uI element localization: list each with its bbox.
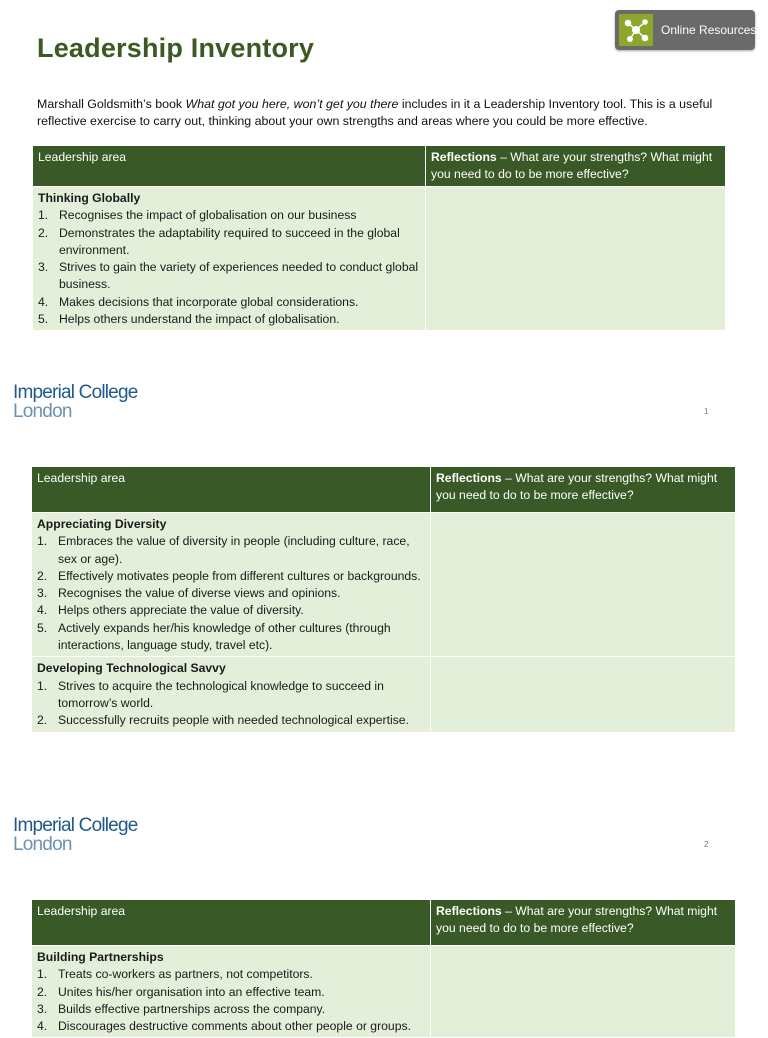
list-item: 3. Recognises the value of diverse views and opinions. xyxy=(37,586,341,601)
table-header-row xyxy=(33,146,726,187)
leadership-table-page-3 xyxy=(31,899,736,1038)
list-item: 4. Makes decisions that incorporate global considerations. xyxy=(38,294,359,309)
list-item: 1. Treats co-workers as partners, not competitors. xyxy=(37,967,313,982)
network-nodes-icon xyxy=(619,14,653,46)
area-item-list xyxy=(37,966,425,1035)
leadership-area-cell xyxy=(32,513,431,657)
reflections-cell[interactable] xyxy=(426,187,726,331)
table-row xyxy=(33,187,726,331)
list-item: 5. Actively expands her/his knowledge of other cultures (through interactions, language study, travel etc). xyxy=(37,620,391,653)
reflections-cell[interactable] xyxy=(431,513,736,657)
list-item: 2. Demonstrates the adaptability required to succeed in the global environment. xyxy=(38,225,400,257)
list-item: 3. Builds effective partnerships across the company. xyxy=(37,1001,326,1016)
list-item: 5. Helps others understand the impact of globalisation. xyxy=(38,312,340,327)
list-item: 1. Recognises the impact of globalisation on our business xyxy=(38,208,357,223)
leadership-area-cell xyxy=(32,657,431,732)
list-item: 4. Helps others appreciate the value of diversity. xyxy=(37,603,304,618)
header-leadership-area: Leadership area xyxy=(32,900,431,946)
table-row xyxy=(32,657,736,732)
table-row xyxy=(32,946,736,1038)
header-reflections-bold: Reflections xyxy=(436,904,502,918)
intro-paragraph xyxy=(37,96,737,130)
leadership-table-page-1 xyxy=(32,145,726,331)
header-reflections-question: – What are your strengths? What might you need to do to be more effective? xyxy=(431,150,713,181)
list-item: 1. Embraces the value of diversity in people (including culture, race, sex or age). xyxy=(37,534,410,566)
intro-text-pre: Marshall Goldsmith’s book xyxy=(37,97,186,111)
header-reflections-question: – What are your strengths? What might you need to do to be more effective? xyxy=(436,471,718,502)
reflections-cell[interactable] xyxy=(431,946,736,1038)
header-reflections xyxy=(431,900,736,946)
table-row xyxy=(32,513,736,657)
header-reflections-question: – What are your strengths? What might you need to do to be more effective? xyxy=(436,904,718,935)
header-reflections-bold: Reflections xyxy=(436,471,502,485)
page-number: 1 xyxy=(704,407,709,416)
list-item: 1. Strives to acquire the technological knowledge to succeed in tomorrow’s world. xyxy=(37,678,384,710)
page-number: 2 xyxy=(704,840,709,849)
online-resources-label: Online Resources xyxy=(661,23,757,37)
area-title: Building Partnerships xyxy=(37,950,164,964)
leadership-table-page-2 xyxy=(31,466,736,733)
list-item: 3. Strives to gain the variety of experiences needed to conduct global business. xyxy=(38,260,419,292)
logo-line-2: London xyxy=(13,401,72,422)
list-item: 2. Effectively motivates people from different cultures or backgrounds. xyxy=(37,568,421,583)
table-header-row xyxy=(32,467,736,513)
reflections-cell[interactable] xyxy=(431,657,736,732)
area-title: Developing Technological Savvy xyxy=(37,661,226,676)
logo-line-1: Imperial College xyxy=(13,382,138,403)
leadership-area-cell xyxy=(32,946,431,1038)
imperial-college-logo xyxy=(13,816,138,854)
area-item-list xyxy=(37,678,425,730)
book-title: What got you here, won’t get you there xyxy=(185,97,399,111)
header-reflections xyxy=(431,467,736,513)
page-title: Leadership Inventory xyxy=(37,33,315,63)
header-reflections xyxy=(426,146,726,187)
logo-line-2: London xyxy=(13,834,72,855)
list-item: 2. Unites his/her organisation into an effective team. xyxy=(37,984,325,999)
area-title: Appreciating Diversity xyxy=(37,517,167,531)
area-item-list xyxy=(37,533,425,654)
header-leadership-area: Leadership area xyxy=(32,467,431,513)
header-reflections-bold: Reflections xyxy=(431,150,497,164)
intro-text-post: includes in it a Leadership Inventory tool. This is a useful reflective exercise to carry out, thinking about your own strengths and areas where you could be more effective. xyxy=(37,97,713,128)
area-title: Thinking Globally xyxy=(38,191,141,205)
header-leadership-area: Leadership area xyxy=(33,146,426,187)
logo-line-1: Imperial College xyxy=(13,815,138,836)
area-item-list xyxy=(38,207,420,328)
list-item: 2. Successfully recruits people with needed technological expertise. xyxy=(37,713,409,728)
table-header-row xyxy=(32,900,736,946)
list-item: 4. Discourages destructive comments about other people or groups. xyxy=(37,1019,411,1034)
imperial-college-logo xyxy=(13,383,138,421)
leadership-area-cell xyxy=(33,187,426,331)
online-resources-badge[interactable] xyxy=(615,10,755,50)
